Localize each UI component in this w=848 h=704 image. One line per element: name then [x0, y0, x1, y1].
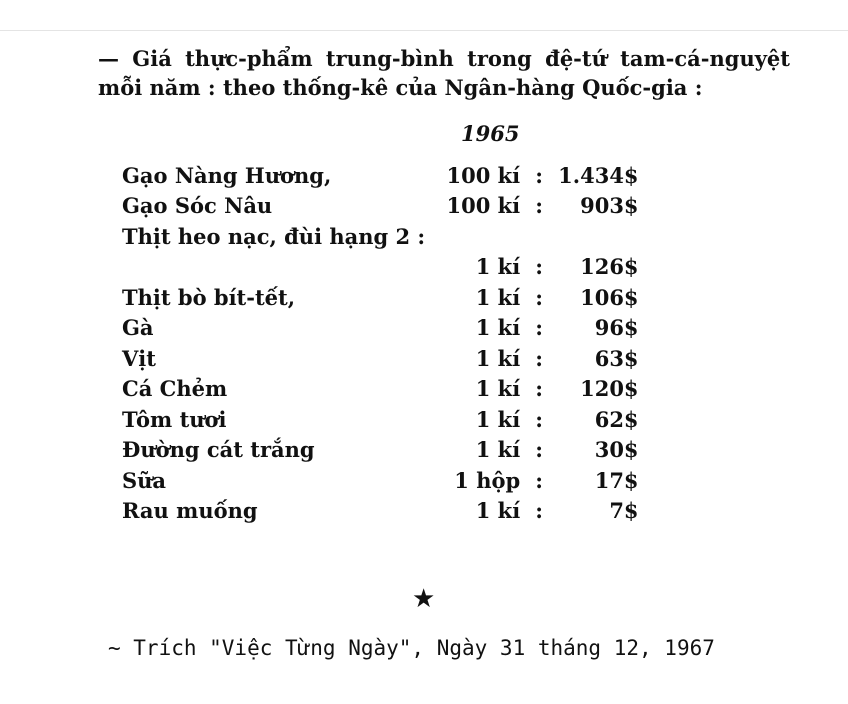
- source-citation: ~ Trích "Việc Từng Ngày", Ngày 31 tháng 12, 1967: [108, 636, 715, 660]
- item-name-cell: Thịt bò bít-tết,: [122, 284, 296, 310]
- item-name-cell: [122, 252, 425, 283]
- table-row: [122, 252, 639, 283]
- item-name-cell: Cá Chẻm: [122, 376, 228, 402]
- price-cell: 126$: [580, 254, 639, 280]
- unit-cell: 1 kí: [475, 345, 521, 371]
- colon-cell: :: [535, 406, 544, 432]
- unit-cell: 100 kí: [446, 162, 521, 188]
- year-heading: 1965: [461, 121, 520, 146]
- item-name-cell: Đường cát trắng: [122, 437, 315, 463]
- colon-cell: :: [535, 162, 544, 188]
- price-cell: [558, 221, 638, 252]
- price-cell: 1.434$: [558, 162, 639, 188]
- table-row: [122, 191, 639, 222]
- table-row: [122, 374, 639, 405]
- table-row: [122, 282, 639, 313]
- colon-cell: :: [535, 254, 544, 280]
- top-divider: [0, 30, 848, 31]
- colon-cell: :: [535, 345, 544, 371]
- price-cell: 30$: [594, 437, 639, 463]
- table-row: [122, 343, 639, 374]
- unit-cell: 1 kí: [475, 254, 521, 280]
- price-cell: 62$: [594, 406, 639, 432]
- table-row: [122, 221, 639, 252]
- price-cell: 903$: [580, 193, 639, 219]
- table-row: [122, 465, 639, 496]
- price-cell: 63$: [594, 345, 639, 371]
- item-name-cell: Sữa: [122, 467, 167, 493]
- unit-cell: 1 hộp: [454, 467, 521, 493]
- colon-cell: :: [535, 376, 544, 402]
- unit-cell: 1 kí: [475, 315, 521, 341]
- intro-line-1: — Giá thực-phẩm trung-bình trong đệ-tứ tam-cá-nguyệt: [98, 46, 790, 71]
- item-name-cell: Thịt heo nạc, đùi hạng 2 :: [122, 223, 426, 249]
- colon-cell: :: [535, 284, 544, 310]
- unit-cell: 1 kí: [475, 284, 521, 310]
- price-table: [122, 160, 639, 526]
- item-name-cell: Tôm tươi: [122, 406, 227, 432]
- colon-cell: :: [535, 467, 544, 493]
- unit-cell: 1 kí: [475, 376, 521, 402]
- table-row: [122, 404, 639, 435]
- colon-cell: [520, 221, 558, 252]
- intro-paragraph: [98, 44, 790, 102]
- unit-cell: [425, 221, 520, 252]
- price-table-body: [122, 160, 639, 526]
- colon-cell: :: [535, 437, 544, 463]
- price-cell: 7$: [609, 498, 639, 524]
- unit-cell: 1 kí: [475, 406, 521, 432]
- colon-cell: :: [535, 193, 544, 219]
- item-name-cell: Rau muống: [122, 498, 258, 524]
- star-separator-icon: ★: [412, 584, 436, 614]
- item-name-cell: Gà: [122, 315, 154, 341]
- item-name-cell: Vịt: [122, 345, 156, 371]
- unit-cell: 1 kí: [475, 498, 521, 524]
- table-row: [122, 160, 639, 191]
- price-cell: 96$: [594, 315, 639, 341]
- price-cell: 120$: [580, 376, 639, 402]
- item-name-cell: Gạo Nàng Hương,: [122, 162, 332, 188]
- table-row: [122, 496, 639, 527]
- price-cell: 17$: [594, 467, 639, 493]
- price-cell: 106$: [580, 284, 639, 310]
- item-name-cell: Gạo Sóc Nâu: [122, 193, 273, 219]
- colon-cell: :: [535, 498, 544, 524]
- table-row: [122, 313, 639, 344]
- table-row: [122, 435, 639, 466]
- colon-cell: :: [535, 315, 544, 341]
- unit-cell: 1 kí: [475, 437, 521, 463]
- intro-line-2: mỗi năm : theo thống-kê của Ngân-hàng Quốc-gia :: [98, 75, 703, 100]
- unit-cell: 100 kí: [446, 193, 521, 219]
